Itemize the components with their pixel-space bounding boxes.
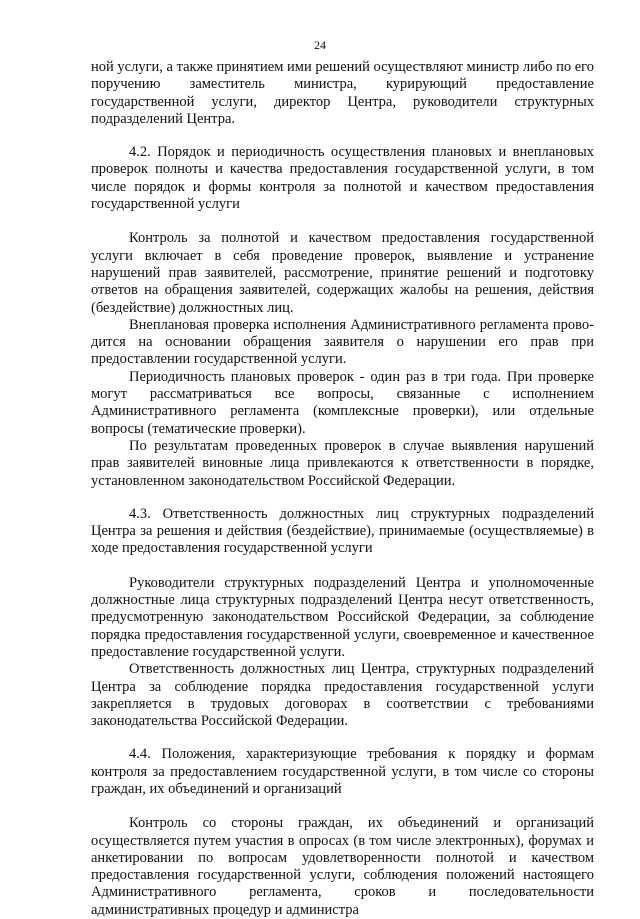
paragraph-check-frequency: Периодичность плановых проверок - один раз в три года. При проверке могут рассматриваться все вопросы, связанные с исполнением Административного регламента (комплексные проверки), или отдельные вопросы (тематические проверки). (91, 368, 594, 437)
page-number: 24 (314, 38, 326, 52)
paragraph-continuation: ной услуги, а также принятием ими решений осуществляют министр либо по его поручению заместитель министра, курирующий предоставление государственной услуги, директор Центра, руководители структурных подразделений Центра. (91, 59, 594, 127)
paragraph-unscheduled-check: Внеплановая проверка исполнения Административного регламента проводится на основании обращения заявителя о нарушении его прав при предоставлении государственной услуги. (91, 316, 594, 368)
paragraph-control-scope: Контроль за полнотой и качеством предоставления государственной услуги включает в себя проведение проверок, выявление и устранение нарушений прав заявителей, рассмотрение, принятие решений и подготовку ответов на обращения заявителей, содержащих жалобы на решения, действия (бездействие) должностных лиц. (91, 230, 594, 316)
paragraph-responsibility-contracts: Ответственность должностных лиц Центра, структурных подразделений Центра за соблюдение порядка предоставления государственной услуги закрепляется в трудовых договорах в соответствии с требованиями законодательства Российской Федерации. (91, 661, 594, 730)
section-heading-4-2: 4.2. Порядок и периодичность осуществления плановых и внеплановых проверок полноты и качества предоставления государственной услуги, в том числе порядок и формы контроля за полнотой и качеством предоставления государственной услуги (91, 144, 594, 213)
paragraph-check-results: По результатам проведенных проверок в случае выявления нарушений прав заявителей виновные лица привлекаются к ответственности в порядке, установленном законодательством Российской Федерации. (91, 437, 594, 489)
section-heading-4-4: 4.4. Положения, характеризующие требования к порядку и формам контроля за предоставлением государственной услуги, в том числе со стороны граждан, их объединений и организаций (91, 746, 594, 797)
paragraph-managers-responsibility: Руководители структурных подразделений Центра и уполномоченные должностные лица структурных подразделений Центра несут ответственность, предусмотренную законодательством Российской Федерации, за соблюдение порядка предоставления государственной услуги, своевременное и качественное предоставление государственной услуги. (91, 574, 594, 660)
section-heading-4-3: 4.3. Ответственность должностных лиц структурных подразделений Центра за решения и действия (бездействие), принимаемые (осуществляемые) в ходе предоставления государственной услуги (91, 505, 594, 557)
document-body (91, 59, 594, 919)
paragraph-citizen-control: Контроль со стороны граждан, их объединений и организаций осуществляется путем участия в опросах (в том числе электронных), форумах и анкетировании по вопросам удовлетворенности полнотой и качеством предоставления государственной услуги, соблюдения положений настоящего Административного регламента, сроков и последовательности административных процедур и администра (91, 815, 594, 918)
